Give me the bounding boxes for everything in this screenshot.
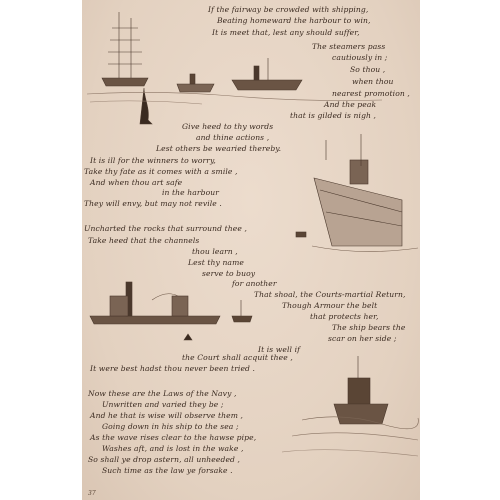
poem-line: and thine actions ,	[196, 133, 270, 142]
poem-line: Though Armour the belt	[282, 301, 378, 310]
poem-line: Now these are the Laws of the Navy ,	[88, 389, 237, 398]
poem-line: Unwritten and varied they be ;	[102, 400, 224, 409]
poem-line: the Court shall acquit thee ,	[182, 353, 293, 362]
steamer-illustration-1	[177, 74, 214, 92]
poem-line: So shall ye drop astern, all unheeded ,	[88, 455, 241, 464]
etched-poem-sheet	[82, 0, 420, 500]
poem-line: Such time as the law ye forsake .	[102, 466, 233, 475]
poem-line: for another	[232, 279, 277, 288]
poem-line: And when thou art safe	[90, 178, 183, 187]
poem-line: And the peak	[324, 100, 377, 109]
poem-line: that is gilded is nigh ,	[290, 111, 377, 120]
poem-line: That shoal, the Courts-martial Return,	[254, 290, 406, 299]
poem-line: So thou ,	[350, 65, 386, 74]
poem-line: As the wave rises clear to the hawse pipe,	[90, 433, 257, 442]
poem-line: The ship bears the	[332, 323, 406, 332]
poem-line: And he that is wise will observe them ,	[90, 411, 244, 420]
plate-signature: 37	[88, 490, 96, 497]
battleship-at-sea-illustration	[282, 356, 418, 456]
poem-line: serve to buoy	[202, 269, 256, 278]
poem-line: in the harbour	[162, 188, 219, 197]
poem-line: It were best hadst thou never been tried .	[90, 364, 256, 373]
poem-line: thou learn ,	[192, 247, 238, 256]
poem-line: It is well if	[258, 345, 301, 354]
poem-line: Going down in his ship to the sea ;	[102, 422, 239, 431]
poem-line: It is ill for the winners to worry,	[90, 156, 216, 165]
poem-line: nearest promotion ,	[332, 89, 410, 98]
battleship-bow-illustration	[312, 134, 418, 252]
poem-line: Take heed that the channels	[88, 236, 200, 245]
poem-line: cautiously in ;	[332, 53, 388, 62]
poem-line: The steamers pass	[312, 42, 386, 51]
poem-line: Washes aft, and is lost in the wake ,	[102, 444, 244, 453]
poem-line: Lest thy name	[188, 258, 244, 267]
poem-line: It is meet that, lest any should suffer,	[212, 28, 360, 37]
poem-line: They will envy, but may not revile .	[84, 199, 222, 208]
poem-line: Uncharted the rocks that surround thee ,	[84, 224, 247, 233]
battleships-line-illustration	[90, 282, 252, 324]
poem-line: when thou	[352, 77, 394, 86]
poem-line: scar on her side ;	[328, 334, 397, 343]
poem-line: that protects her,	[310, 312, 379, 321]
steamer-illustration-2	[232, 58, 302, 90]
buoy-illustration	[140, 88, 152, 124]
poem-line: Take thy fate as it comes with a smile ,	[84, 167, 238, 176]
poem-line: If the fairway be crowded with shipping,	[208, 5, 369, 14]
poem-line: Give heed to thy words	[182, 122, 274, 131]
sailing-ship-illustration	[102, 12, 148, 86]
poem-line: Lest others be wearied thereby.	[156, 144, 282, 153]
poem-line: Beating homeward the harbour to win,	[217, 16, 371, 25]
